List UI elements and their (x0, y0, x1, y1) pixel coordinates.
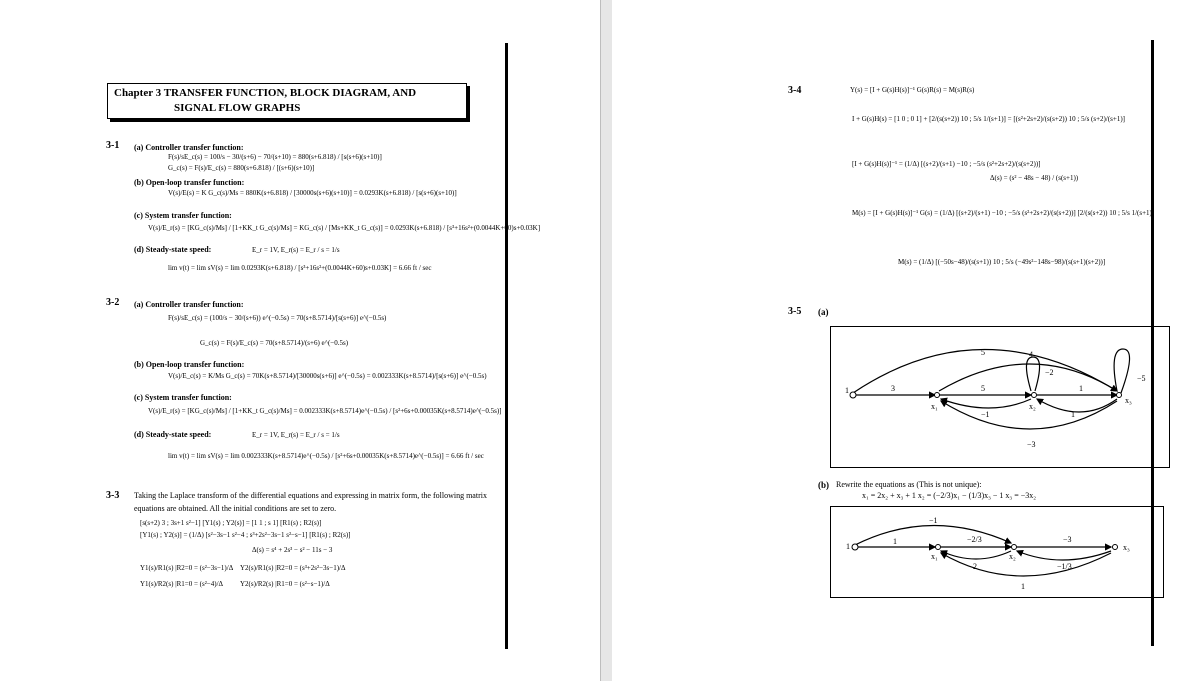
equation: F(s)/sE_c(s) = 100/s − 30/(s+6) − 70/(s+10) = 880(s+6.818) / [s(s+6)(s+10)] (168, 153, 382, 161)
sfg-a-node-label: 1 (845, 386, 849, 395)
equation: M(s) = [I + G(s)H(s)]⁻¹ G(s) = (1/Δ) [(s+2)/(s+1) −10 ; −5/s (s²+2s+2)/(s(s+2))] [2/(s(s+2)) 10 ; 5/s 1/(s+1)] (852, 209, 1155, 217)
signal-flow-graph-b (830, 506, 1164, 598)
paragraph-text: Taking the Laplace transform of the differential equations and expressing in matrix form, the following matrix (134, 491, 487, 500)
equation: Δ(s) = s⁴ + 2s³ − s² − 11s − 3 (252, 546, 333, 554)
equation: V(s)/E_c(s) = K/Ms G_c(s) = 70K(s+8.5714)/[30000s(s+6)] e^(−0.5s) = 0.002333K(s+8.5714)/[s(s+6)] e^(−0.5s) (168, 372, 487, 380)
sfg-b-canvas (831, 507, 1163, 597)
sfg-b-gain-label: 1 (893, 537, 897, 546)
equation: Y2(s)/R1(s) |R2=0 = (s³+2s²−3s−1)/Δ (240, 564, 346, 572)
sfg-a-canvas (831, 327, 1169, 467)
equation: G_c(s) = F(s)/E_c(s) = 880(s+6.818) / [(s+6)(s+10)] (168, 164, 315, 172)
sfg-a-gain-label: 5 (981, 384, 985, 393)
sfg-b-gain-label: −1 (929, 516, 938, 525)
equation: [I + G(s)H(s)]⁻¹ = (1/Δ) [(s+2)/(s+1) −10 ; −5/s (s²+2s+2)/(s(s+2))] (852, 160, 1041, 168)
section-heading: (d) Steady-state speed: (134, 245, 212, 254)
sfg-b-node-label: x₂ (1009, 552, 1016, 561)
sfg-a-gain-label: 4 (1029, 350, 1033, 359)
problem-number: 3-1 (106, 140, 120, 151)
sfg-b-node-label: 1 (846, 542, 850, 551)
equation: F(s)/sE_c(s) = (100/s − 30/(s+6)) e^(−0.5s) = 70(s+8.5714)/[s(s+6)] e^(−0.5s) (168, 314, 387, 322)
sfg-a-gain-label: −5 (1137, 374, 1146, 383)
equation: Y1(s)/R1(s) |R2=0 = (s²−3s−1)/Δ (140, 564, 234, 572)
equation: Y2(s)/R2(s) |R1=0 = (s²−s−1)/Δ (240, 580, 330, 588)
matrix-equation: [Y1(s) ; Y2(s)] = (1/Δ) [s²−3s−1 s²−4 ; s³+2s²−3s−1 s²−s−1] [R1(s) ; R2(s)] (140, 531, 351, 539)
equation: x₁ = 2x₂ + x₃ + 1 x₂ = (−2/3)x₁ − (1/3)x₃ − 1 x₃ = −3x₂ (862, 491, 1037, 500)
sfg-b-gain-label: −3 (1063, 535, 1072, 544)
sfg-b-node-label: x₃ (1123, 543, 1130, 552)
chapter-title-line1: Chapter 3 TRANSFER FUNCTION, BLOCK DIAGRAM, AND (114, 87, 417, 99)
page-edge-marker (505, 43, 508, 649)
sfg-b-gain-label: −1/3 (1057, 562, 1072, 571)
equation: Δ(s) = (s² − 48s − 48) / (s(s+1)) (990, 174, 1079, 182)
equation: E_r = 1V, E_r(s) = E_r / s = 1/s (252, 431, 340, 439)
sfg-b-gain-label: 2 (973, 562, 977, 571)
section-heading: (a) Controller transfer function: (134, 143, 244, 152)
sfg-a-node-label: x₃ (1125, 396, 1132, 405)
matrix-equation: [s(s+2) 3 ; 3s+1 s²−1] [Y1(s) ; Y2(s)] = [1 1 ; s 1] [R1(s) ; R2(s)] (140, 519, 322, 527)
equation: lim v(t) = lim sV(s) = lim 0.002333K(s+8.5714)e^(−0.5s) / [s²+6s+0.00035K(s+8.5714)e^(−0.5s)] = 6.66 ft / sec (168, 452, 484, 460)
equation: E_r = 1V, E_r(s) = E_r / s = 1/s (252, 246, 340, 254)
problem-number: 3-2 (106, 297, 120, 308)
sfg-a-gain-label: −1 (981, 410, 990, 419)
equation: lim v(t) = lim sV(s) = lim 0.0293K(s+6.818) / [s³+16s²+(0.0044K+60)s+0.03K] = 6.66 ft / sec (168, 264, 432, 272)
sfg-a-gain-label: −2 (1045, 368, 1054, 377)
part-label: (b) (818, 480, 829, 490)
paragraph-text: equations are obtained. All the initial conditions are set to zero. (134, 504, 337, 513)
equation: V(s)/E_r(s) = [KG_c(s)/Ms] / [1+KK_t G_c(s)/Ms] = 0.002333K(s+8.5714)e^(−0.5s) / [s²+6s+0.00035K(s+8.5714)e^(−0.5s)] (148, 407, 502, 415)
equation: Y(s) = [I + G(s)H(s)]⁻¹ G(s)R(s) = M(s)R(s) (850, 86, 975, 94)
sfg-b-gain-label: 1 (1021, 582, 1025, 591)
sfg-a-node-label: x₂ (1029, 402, 1036, 411)
chapter-title-line2: SIGNAL FLOW GRAPHS (174, 102, 301, 114)
equation: V(s)/E(s) = K G_c(s)/Ms = 880K(s+6.818) / [30000s(s+6)(s+10)] = 0.0293K(s+6.818) / [s(s+6)(s+10)] (168, 189, 457, 197)
section-heading: (b) Open-loop transfer function: (134, 360, 245, 369)
sfg-b-gain-label: −2/3 (967, 535, 982, 544)
section-heading: (d) Steady-state speed: (134, 430, 212, 439)
equation: G_c(s) = F(s)/E_c(s) = 70(s+8.5714)/(s+6) e^(−0.5s) (200, 339, 349, 347)
problem-number: 3-5 (788, 306, 802, 317)
part-label: (a) (818, 307, 829, 317)
section-heading: (b) Open-loop transfer function: (134, 178, 245, 187)
section-heading: (c) System transfer function: (134, 211, 232, 220)
paragraph-text: Rewrite the equations as (This is not unique): (836, 480, 982, 489)
section-heading: (c) System transfer function: (134, 393, 232, 402)
sfg-b-node-label: x₁ (931, 552, 938, 561)
equation: I + G(s)H(s) = [1 0 ; 0 1] + [2/(s(s+2)) 10 ; 5/s 1/(s+1)] = [(s²+2s+2)/(s(s+2)) 10 ; 5/s (s+2)/(s+1)] (852, 115, 1125, 123)
section-heading: (a) Controller transfer function: (134, 300, 244, 309)
sfg-a-gain-label: 1 (1079, 384, 1083, 393)
signal-flow-graph-a (830, 326, 1170, 468)
problem-number: 3-4 (788, 85, 802, 96)
sfg-a-node-label: x₁ (931, 402, 938, 411)
equation: M(s) = (1/Δ) [(−50s−48)/(s(s+1)) 10 ; 5/s (−49s²−148s−98)/(s(s+1)(s+2))] (898, 258, 1106, 266)
sfg-a-gain-label: −3 (1027, 440, 1036, 449)
sfg-a-gain-label: 3 (891, 384, 895, 393)
problem-number: 3-3 (106, 490, 120, 501)
sfg-a-gain-label: 5 (981, 348, 985, 357)
equation: V(s)/E_r(s) = [KG_c(s)/Ms] / [1+KK_t G_c(s)/Ms] = KG_c(s) / [Ms+KK_t G_c(s)] = 0.0293K(s+6.818) / [s³+16s²+(0.0044K+60)s+0.03K] (148, 224, 541, 232)
right-page[interactable] (612, 0, 1200, 681)
equation: Y1(s)/R2(s) |R1=0 = (s²−4)/Δ (140, 580, 224, 588)
sfg-a-gain-label: 1 (1071, 410, 1075, 419)
chapter-title-box (107, 83, 467, 119)
